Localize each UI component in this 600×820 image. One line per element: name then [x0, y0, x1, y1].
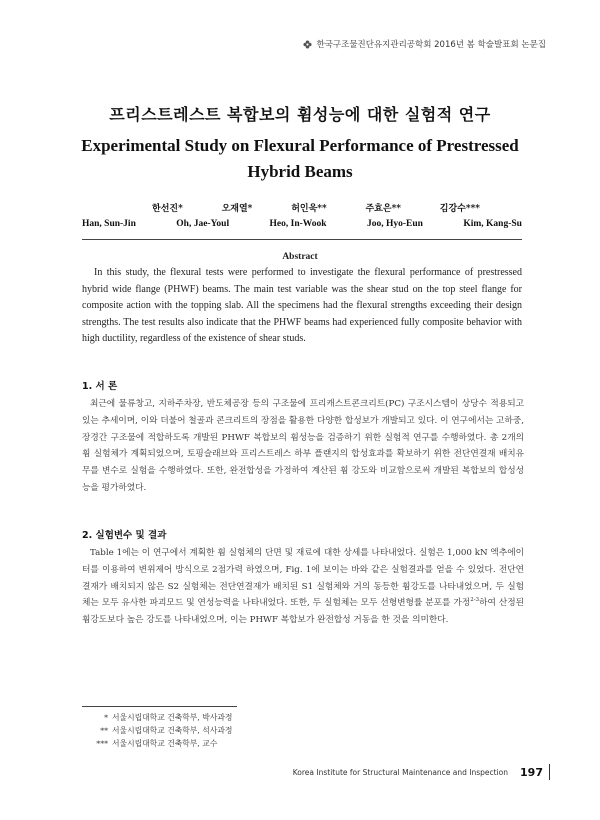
author-divider: [82, 239, 522, 240]
footnote-mark: **: [100, 726, 108, 735]
running-header: [303, 38, 546, 50]
author-ko: 오재열*: [221, 204, 253, 214]
abstract-heading: Abstract: [282, 252, 318, 262]
footnote-divider: [82, 706, 237, 707]
author-names-korean: [82, 201, 522, 214]
paper-title-english: Experimental Study on Flexural Performance of Prestressed Hybrid Beams: [81, 136, 519, 181]
footnote-mark: ***: [96, 739, 108, 748]
results-text-part: 하여 산정된 휨강도보다 높은 강도를 나타내었으며, 이는 PHWF 복합보가 완전합성 거동을 한 것을 의미한다.: [82, 598, 524, 626]
page-footer: [293, 764, 550, 780]
section-heading-results: 2. 실험변수 및 결과: [82, 530, 167, 541]
footnote-text: 서울시립대학교 건축학부, 교수: [112, 739, 218, 748]
section-paragraph-results: [82, 545, 524, 629]
author-en: Heo, In-Wook: [269, 219, 327, 229]
paper-title-korean: 프리스트레스트 복합보의 휨성능에 대한 실험적 연구: [109, 105, 491, 124]
author-ko: 한선진*: [152, 204, 183, 214]
author-en: Oh, Jae-Youl: [176, 219, 230, 229]
author-en: Han, Sun-Jin: [82, 219, 136, 229]
author-ko: 김강수***: [439, 204, 480, 214]
abstract-text: In this study, the flexural tests were performed to investigate the flexural performance of prestressed hybrid wide flange (PHWF) beams. The main test variable was the shear stud on the top steel flange for composite action with the topping slab. All the specimens had the flexural strengths exceeding their design strengths. The test results also indicate that the PHWF beams had experienced fully composite behavior with high ductility, regardless of the existence of shear studs.: [82, 267, 522, 344]
author-names-english: [82, 219, 522, 229]
footnote-text: 서울시립대학교 건축학부, 석사과정: [112, 726, 233, 735]
reference-superscript: 2-3: [470, 597, 480, 604]
footnote: [88, 711, 232, 724]
author-ko: 주효은**: [365, 204, 401, 214]
footnote-text: 서울시립대학교 건축학부, 박사과정: [112, 713, 233, 722]
footnote: [88, 724, 232, 737]
author-list: [82, 201, 522, 229]
results-text-part: Table 1에는 이 연구에서 계획한 휨 실험체의 단면 및 재료에 대한 상세를 나타내었다. 실험은 1,000 kN 엑추에이터를 이용하여 변위제어 방식으로 2점가력 하였으며, Fig. 1에 보이는 바와 같은 실험결과를 얻을 수 있었다. 전단연결재가 배치되지 않은 S2 실험체는 전단연결재가 배치된 S1 실험체와 거의 동등한 휨강도를 나타내었으며, 두 실험체는 모두 유사한 파괴모드 및 연성능력을 나타내었다. 또한, 두 실험체는 모두 선형변형률 분포를 가정: [82, 548, 524, 609]
author-ko: 허인욱**: [291, 204, 327, 214]
footnote: [88, 737, 232, 750]
page-number: 197: [520, 765, 543, 779]
author-en: Kim, Kang-Su: [463, 219, 522, 229]
flower-bullet-icon: [303, 40, 312, 49]
journal-name: 한국구조물진단유지관리공학회 2016년 봄 학술발표회 논문집: [316, 40, 546, 50]
section-paragraph-intro: 최근에 물류창고, 지하주차장, 반도체공장 등의 구조물에 프리캐스트콘크리트(PC) 구조시스템이 상당수 적용되고 있는 추세이며, 이와 더불어 철골과 콘크리트의 장점을 활용한 다양한 합성보가 개발되고 있다. 이 연구에서는 고하중, 장경간 구조물에 적합하도록 개발된 PHWF 복합보의 휨성능을 검증하기 위한 실험적 연구를 수행하였다. 총 2개의 휨 실험체가 계획되었으며, 토핑슬래브와 프리스트레스 하부 플랜지의 합성효과를 확보하기 위한 전단연결재 배치유무를 변수로 실험을 수행하였다. 또한, 완전합성을 가정하여 계산된 휨 강도와 비교함으로써 개발된 복합보의 합성성능을 평가하였다.: [82, 399, 524, 493]
section-heading-intro: 1. 서 론: [82, 381, 118, 392]
author-en: Joo, Hyo-Eun: [366, 219, 423, 229]
footnote-mark: *: [104, 713, 108, 722]
footer-institute: Korea Institute for Structural Maintenance and Inspection: [292, 767, 509, 777]
footer-rule: [549, 764, 550, 780]
footnote-list: [88, 711, 232, 750]
